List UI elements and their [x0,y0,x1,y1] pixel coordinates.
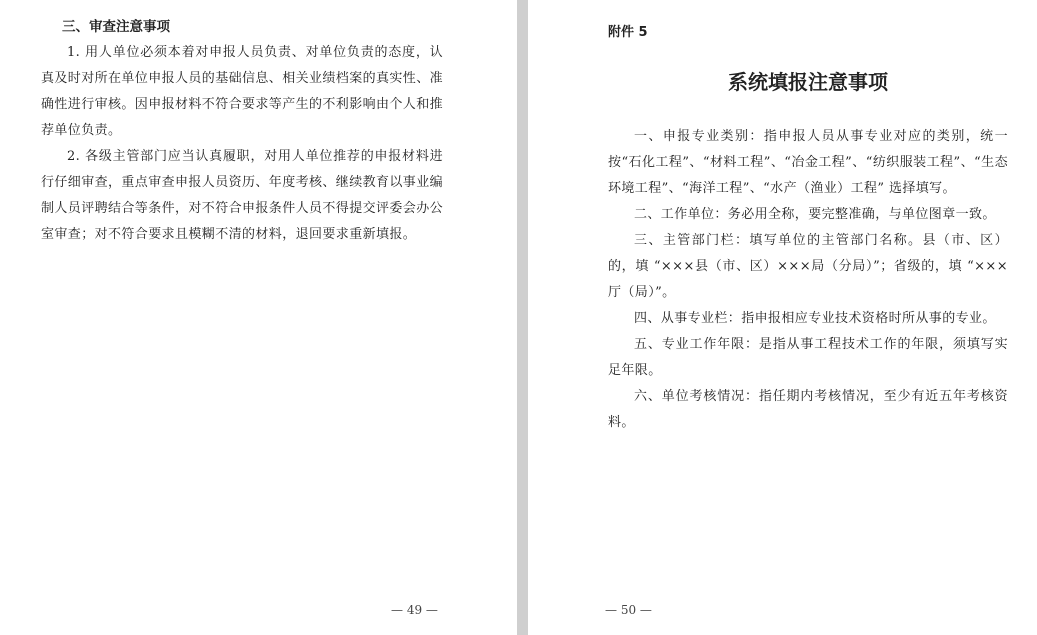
left-page [0,0,517,635]
left-page-content [41,14,443,248]
item-4: 四、从事专业栏：指申报相应专业技术资格时所从事的专业。 [634,311,996,326]
page-number-left: — 49 — [391,603,438,617]
page-gutter [517,0,528,635]
attachment-label: 附件 5 [608,25,648,40]
page-number-right: — 50 — [605,603,652,617]
item-1: 一、申报专业类别：指申报人员从事专业对应的类别，统一按“石化工程”、“材料工程”、“冶金工程”、“纺织服装工程”、“生态环境工程”、“海洋工程”、“水产（渔业）工程” 选择填写。 [608,129,1008,196]
right-page [528,0,1037,635]
section-heading: 三、审查注意事项 [62,19,170,35]
item-2: 二、工作单位：务必用全称，要完整准确，与单位图章一致。 [634,207,996,222]
right-page-content [608,20,1008,436]
item-6: 六、单位考核情况：指任期内考核情况，至少有近五年考核资料。 [608,389,1008,430]
document-title: 系统填报注意事项 [728,70,888,94]
item-5: 五、专业工作年限：是指从事工程技术工作的年限，须填写实足年限。 [608,337,1008,378]
item-3: 三、主管部门栏：填写单位的主管部门名称。县（市、区）的，填 “×××县（市、区）×××局（分局）”；省级的，填 “×××厅（局）”。 [608,233,1008,300]
paragraph-1: 1. 用人单位必须本着对申报人员负责、对单位负责的态度，认真及时对所在单位申报人员的基础信息、相关业绩档案的真实性、准确性进行审核。因申报材料不符合要求等产生的不利影响由个人和推荐单位负责。 [41,45,444,138]
paragraph-2: 2. 各级主管部门应当认真履职，对用人单位推荐的申报材料进行仔细审查，重点审查申报人员资历、年度考核、继续教育以事业编制人员评聘结合等条件，对不符合申报条件人员不得提交评委会办公室审查；对不符合要求且模糊不清的材料，退回要求重新填报。 [41,149,444,242]
